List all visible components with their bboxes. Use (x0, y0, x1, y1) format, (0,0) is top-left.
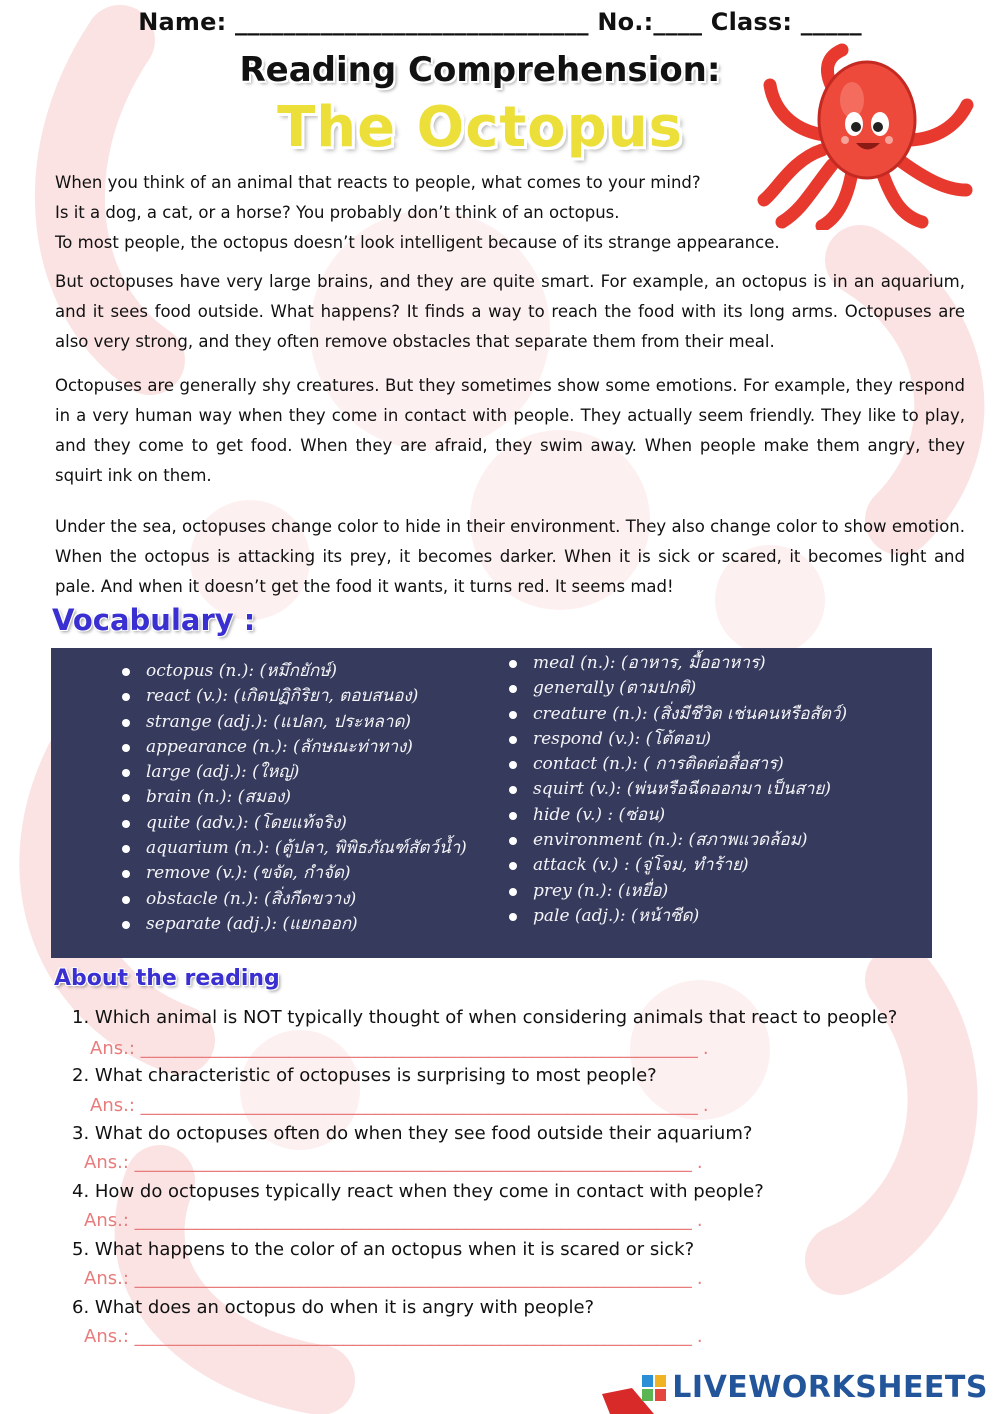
vocab-item: pale (adj.): (หน้าซีด) (506, 904, 847, 929)
paragraph-emotions: Octopuses are generally shy creatures. But they sometimes show some emotions. For example, they respond in a very human way when they come in contact with people. They actually seem friendly. They like to play, and they come to get food. When they are afraid, they swim away. When people make them angry, they squirt ink on them. (55, 376, 965, 485)
class-label: Class: (710, 8, 793, 36)
paragraph-color: Under the sea, octopuses change color to hide in their environment. They also change color to show emotion. When the octopus is attacking its prey, it becomes darker. When it is sick or scared, it becomes light and pale. And when it doesn’t get the food it wants, it turns red. It seems mad! (55, 517, 965, 596)
intro-line: To most people, the octopus doesn’t look intelligent because of its strange appearance. (55, 233, 780, 252)
vocab-item: prey (n.): (เหยื่อ) (506, 879, 847, 904)
name-input[interactable]: _____________________________ (234, 8, 589, 36)
vocabulary-heading: Vocabulary : (52, 603, 256, 637)
liveworksheets-logo-icon (642, 1375, 666, 1401)
intro-line: Is it a dog, a cat, or a horse? You probably don’t think of an octopus. (55, 203, 620, 222)
liveworksheets-logo[interactable] (642, 1370, 988, 1405)
answer-field-5[interactable] (84, 1268, 702, 1289)
vocab-item: react (v.): (เกิดปฏิกิริยา, ตอบสนอง) (119, 684, 467, 709)
vocab-item: meal (n.): (อาหาร, มื้ออาหาร) (506, 651, 847, 676)
vocab-item: obstacle (n.): (สิ่งกีดขวาง) (119, 887, 467, 912)
octopus-illustration (752, 40, 978, 230)
ans-line[interactable]: ________________________________________________________________ . (134, 1152, 703, 1173)
answer-field-1[interactable] (90, 1038, 708, 1059)
vocab-item: brain (n.): (สมอง) (119, 785, 467, 810)
vocab-item: attack (v.) : (จู่โจม, ทำร้าย) (506, 853, 847, 878)
question-6: 6. What does an octopus do when it is angry with people? (72, 1297, 595, 1318)
vocab-item: aquarium (n.): (ตู้ปลา, พิพิธภัณฑ์สัตว์น้ำ) (119, 836, 467, 861)
name-label: Name: (138, 8, 227, 36)
question-3: 3. What do octopuses often do when they see food outside their aquarium? (72, 1123, 753, 1144)
ans-line[interactable]: ________________________________________________________________ . (134, 1268, 703, 1289)
intro-text (55, 168, 780, 258)
vocab-item: octopus (n.): (หมึกยักษ์) (119, 659, 467, 684)
number-input[interactable]: ____ (653, 8, 703, 36)
student-info-row (0, 8, 1000, 36)
vocab-item: squirt (v.): (พ่นหรือฉีดออกมา เป็นสาย) (506, 777, 847, 802)
ans-label: Ans.: (84, 1326, 129, 1347)
vocab-item: separate (adj.): (แยกออก) (119, 912, 467, 937)
worksheet-subtitle: The Octopus (277, 95, 683, 160)
ans-label: Ans.: (84, 1210, 129, 1231)
vocab-item: quite (adv.): (โดยแท้จริง) (119, 811, 467, 836)
question-4: 4. How do octopuses typically react when they come in contact with people? (72, 1181, 764, 1202)
liveworksheets-brand-text: LIVEWORKSHEETS (672, 1370, 988, 1405)
question-1: 1. Which animal is NOT typically thought of when considering animals that react to people? (72, 1007, 898, 1028)
ans-label: Ans.: (90, 1095, 135, 1116)
question-2: 2. What characteristic of octopuses is surprising to most people? (72, 1065, 657, 1086)
answer-field-4[interactable] (84, 1210, 702, 1231)
vocab-item: remove (v.): (ขจัด, กำจัด) (119, 861, 467, 886)
ans-label: Ans.: (84, 1152, 129, 1173)
class-input[interactable]: _____ (800, 8, 862, 36)
vocab-item: contact (n.): ( การติดต่อสื่อสาร) (506, 752, 847, 777)
vocab-item: generally (ตามปกติ) (506, 676, 847, 701)
vocab-item: strange (adj.): (แปลก, ประหลาด) (119, 710, 467, 735)
ans-line[interactable]: ________________________________________________________________ . (134, 1210, 703, 1231)
vocabulary-list-right (506, 651, 847, 929)
vocabulary-list-left (119, 659, 467, 937)
intro-line: When you think of an animal that reacts to people, what comes to your mind? (55, 173, 701, 192)
ans-label: Ans.: (90, 1038, 135, 1059)
ans-line[interactable]: ________________________________________________________________ . (140, 1038, 709, 1059)
ans-label: Ans.: (84, 1268, 129, 1289)
vocab-item: appearance (n.): (ลักษณะท่าทาง) (119, 735, 467, 760)
vocabulary-box (51, 648, 932, 958)
worksheet-title: Reading Comprehension: (239, 50, 721, 90)
vocab-item: respond (v.): (โต้ตอบ) (506, 727, 847, 752)
vocab-item: creature (n.): (สิ่งมีชีวิต เช่นคนหรือสัตว์) (506, 702, 847, 727)
vocab-item: large (adj.): (ใหญ่) (119, 760, 467, 785)
question-5: 5. What happens to the color of an octopus when it is scared or sick? (72, 1239, 695, 1260)
answer-field-6[interactable] (84, 1326, 702, 1347)
ans-line[interactable]: ________________________________________________________________ . (140, 1095, 709, 1116)
number-label: No.: (597, 8, 654, 36)
about-reading-heading: About the reading (54, 966, 280, 991)
answer-field-2[interactable] (90, 1095, 708, 1116)
vocab-item: environment (n.): (สภาพแวดล้อม) (506, 828, 847, 853)
vocab-item: hide (v.) : (ซ่อน) (506, 803, 847, 828)
paragraph-smart: But octopuses have very large brains, and they are quite smart. For example, an octopus is in an aquarium, and it sees food outside. What happens? It finds a way to reach the food with its long arms. Octopuses are also very strong, and they often remove obstacles that separate them from their meal. (55, 272, 965, 351)
answer-field-3[interactable] (84, 1152, 702, 1173)
ans-line[interactable]: ________________________________________________________________ . (134, 1326, 703, 1347)
